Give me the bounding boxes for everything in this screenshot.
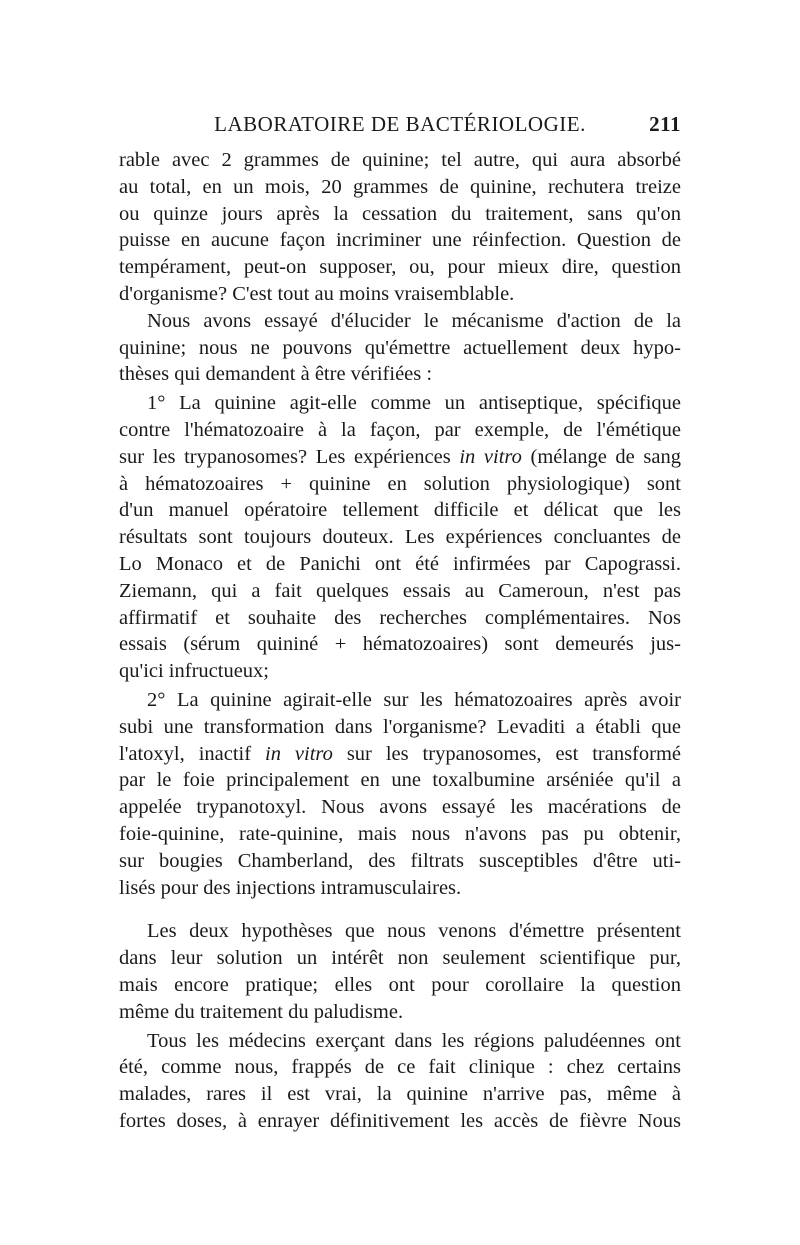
text-line: subi une transformation dans l'organisme? Levaditi a établi que — [119, 715, 681, 738]
text-line: sur bougies Chamberland, des filtrats susceptibles d'être uti- — [119, 849, 681, 872]
text-line: Lo Monaco et de Panichi ont été infirmées par Capograssi. — [119, 552, 681, 575]
text-line: Nous avons essayé d'élucider le mécanisme d'action de la — [147, 309, 681, 332]
paragraph-1 — [119, 147, 681, 308]
text-line: thèses qui demandent à être vérifiées : — [119, 363, 433, 386]
paragraph-3 — [119, 390, 681, 685]
paragraph-2 — [119, 308, 681, 388]
text-line: 1° La quinine agit-elle comme un antiseptique, spécifique — [147, 392, 681, 415]
text-line: contre l'hématozoaire à la façon, par exemple, de l'émétique — [119, 418, 681, 441]
text-line: d'organisme? C'est tout au moins vraisemblable. — [119, 282, 515, 305]
text-segment: (mélange de sang — [530, 445, 681, 468]
text-line — [119, 444, 681, 471]
text-line: puisse en aucune façon incriminer une réinfection. Question de — [119, 229, 681, 252]
text-line: fortes doses, à enrayer définitivement les accès de fièvre Nous — [119, 1109, 681, 1132]
text-line: d'un manuel opératoire tellement difficile et délicat que les — [119, 499, 681, 522]
text-line: Les deux hypothèses que nous venons d'émettre présentent — [147, 920, 681, 943]
text-line: malades, rares il est vrai, la quinine n'arrive pas, même à — [119, 1083, 681, 1106]
text-line: même du traitement du paludisme. — [119, 1000, 404, 1023]
text-line: Tous les médecins exerçant dans les régions paludéennes ont — [147, 1029, 681, 1052]
text-line: lisés pour des injections intramusculaires. — [119, 876, 462, 899]
text-line: affirmatif et souhaite des recherches complémentaires. Nos — [119, 606, 681, 629]
page-body — [119, 147, 681, 1135]
running-title: LABORATOIRE DE BACTÉRIOLOGIE. — [214, 112, 586, 136]
text-line: qu'ici infructueux; — [119, 660, 269, 683]
text-line: à hématozoaires + quinine en solution physiologique) sont — [119, 472, 681, 495]
text-line: dans leur solution un intérêt non seulement scientifique pur, — [119, 947, 681, 970]
text-line: appelée trypanotoxyl. Nous avons essayé les macérations de — [119, 796, 681, 819]
paragraph-5 — [119, 918, 681, 1025]
page-number: 211 — [649, 112, 681, 136]
text-line: 2° La quinine agirait-elle sur les hématozoaires après avoir — [147, 688, 681, 711]
text-line: Ziemann, qui a fait quelques essais au Cameroun, n'est pas — [119, 579, 681, 602]
text-line: au total, en un mois, 20 grammes de quinine, rechutera treize — [119, 175, 681, 198]
text-line: quinine; nous ne pouvons qu'émettre actuellement deux hypo- — [119, 336, 681, 359]
text-line: rable avec 2 grammes de quinine; tel autre, qui aura absorbé — [119, 149, 681, 171]
italic-term: in vitro — [459, 445, 522, 468]
paragraph-4 — [119, 687, 681, 901]
text-segment: l'atoxyl, inactif — [119, 742, 252, 765]
running-header — [119, 112, 681, 142]
text-line: foie-quinine, rate-quinine, mais nous n'avons pas pu obtenir, — [119, 822, 681, 845]
text-line: ou quinze jours après la cessation du traitement, sans qu'on — [119, 202, 681, 225]
text-line: été, comme nous, frappés de ce fait clinique : chez certains — [119, 1056, 681, 1079]
paragraph-6 — [119, 1028, 681, 1135]
text-line: mais encore pratique; elles ont pour corollaire la question — [119, 973, 681, 996]
italic-term: in vitro — [265, 742, 333, 765]
text-line: par le foie principalement en une toxalbumine arséniée qu'il a — [119, 769, 681, 792]
text-line — [119, 741, 681, 768]
text-line: tempérament, peut-on supposer, ou, pour mieux dire, question — [119, 256, 681, 279]
text-line: résultats sont toujours douteux. Les expériences concluantes de — [119, 526, 681, 549]
text-segment: sur les trypanosomes, est transformé — [346, 742, 682, 765]
text-segment: sur les trypanosomes? Les expériences — [119, 445, 451, 468]
text-line: essais (sérum quininé + hématozoaires) sont demeurés jus- — [119, 633, 681, 656]
